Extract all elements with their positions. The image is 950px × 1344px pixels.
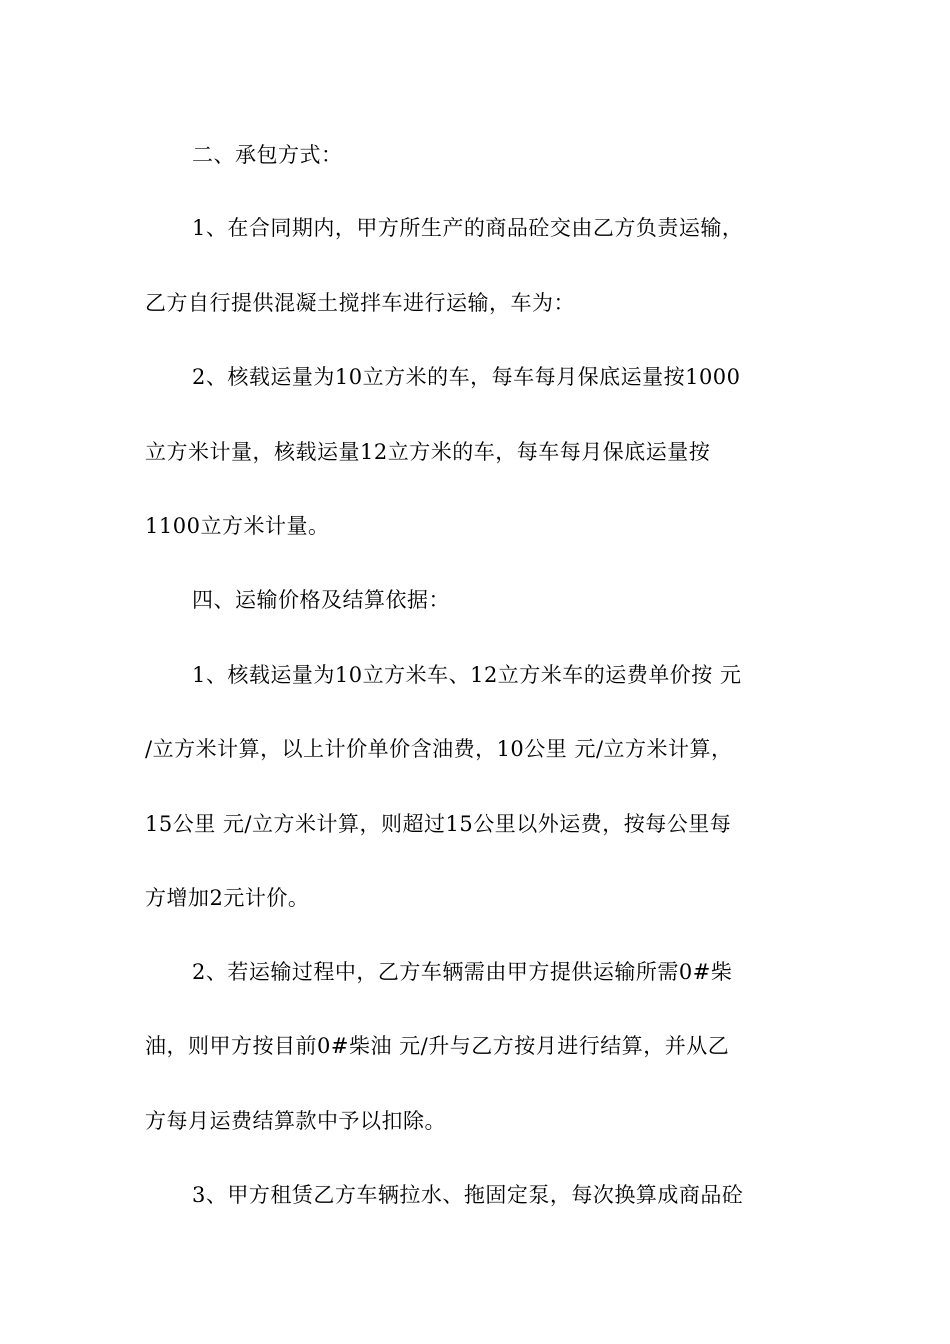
paragraph-line: 方每月运费结算款中予以扣除。 — [145, 1109, 446, 1133]
paragraph-line: /立方米计算，以上计价单价含油费，10公里 元/立方米计算， — [145, 737, 733, 761]
paragraph-line: 1、核载运量为10立方米车、12立方米车的运费单价按 元 — [192, 663, 742, 687]
section-heading: 二、承包方式： — [192, 143, 343, 167]
paragraph-line: 2、核载运量为10立方米的车，每车每月保底运量按1000 — [192, 365, 741, 389]
paragraph-line: 乙方自行提供混凝土搅拌车进行运输，车为： — [145, 291, 575, 315]
paragraph-line: 3、甲方租赁乙方车辆拉水、拖固定泵，每次换算成商品砼 — [192, 1183, 744, 1207]
section-heading: 四、运输价格及结算依据： — [192, 588, 450, 612]
paragraph-line: 方增加2元计价。 — [145, 886, 310, 910]
paragraph-line: 15公里 元/立方米计算，则超过15公里以外运费，按每公里每 — [145, 812, 732, 836]
paragraph-line: 1、在合同期内，甲方所生产的商品砼交由乙方负责运输， — [192, 216, 744, 240]
paragraph-line: 2、若运输过程中，乙方车辆需由甲方提供运输所需0#柴 — [192, 960, 733, 984]
paragraph-line: 1100立方米计量。 — [145, 514, 330, 538]
paragraph-line: 立方米计量，核载运量12立方米的车，每车每月保底运量按 — [145, 440, 711, 464]
paragraph-line: 油，则甲方按目前0#柴油 元/升与乙方按月进行结算，并从乙 — [145, 1034, 730, 1058]
